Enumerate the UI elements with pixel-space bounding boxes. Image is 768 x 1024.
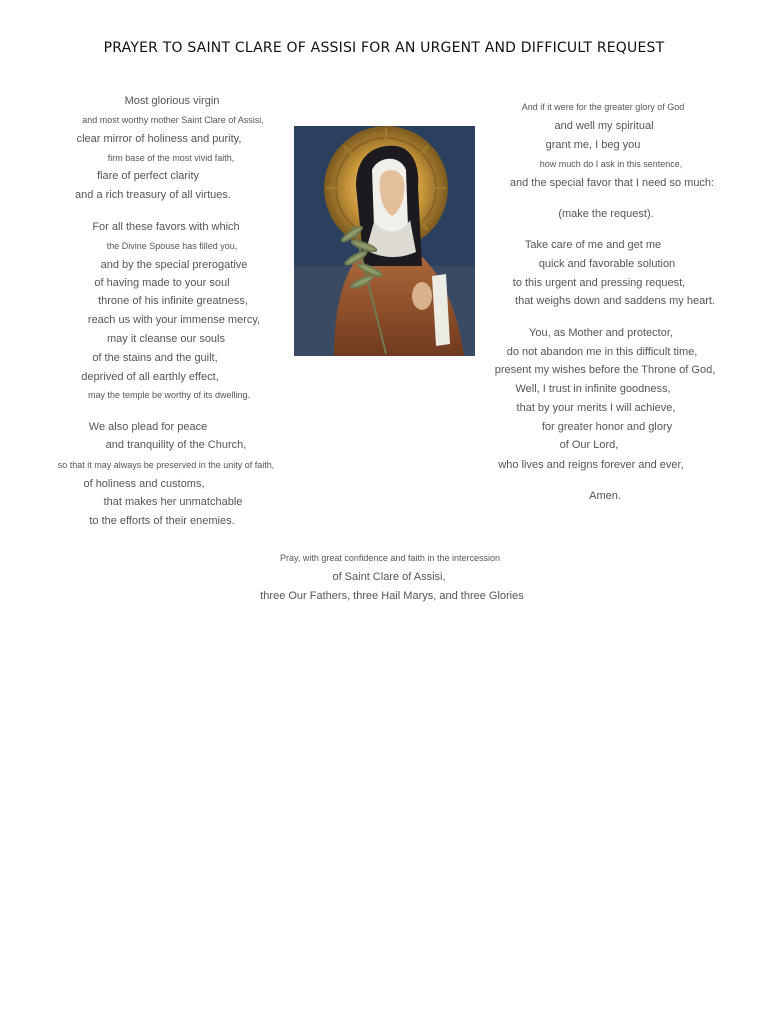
prayer-line: Well, I trust in infinite goodness,	[515, 383, 671, 395]
prayer-line: may the temple be worthy of its dwelling.	[87, 390, 251, 400]
prayer-line: quick and favorable solution	[538, 258, 676, 270]
footer-line: of Saint Clare of Assisi,	[332, 571, 446, 583]
prayer-line: so that it may always be preserved in the unity of faith,	[57, 460, 275, 470]
prayer-line: and a rich treasury of all virtues.	[75, 189, 231, 201]
prayer-line: the Divine Spouse has filled you,	[106, 241, 238, 251]
prayer-line: that makes her unmatchable	[103, 496, 243, 508]
prayer-line: Amen.	[589, 490, 621, 502]
prayer-line: that by your merits I will achieve,	[516, 402, 676, 414]
prayer-line: and well my spiritual	[554, 120, 654, 132]
prayer-line: grant me, I beg you	[545, 139, 641, 151]
prayer-line: and most worthy mother Saint Clare of Assisi,	[82, 115, 264, 125]
footer-line: three Our Fathers, three Hail Marys, and three Glories	[260, 590, 524, 602]
prayer-line: of having made to your soul	[94, 277, 230, 289]
page-title: PRAYER TO SAINT CLARE OF ASSISI FOR AN URGENT AND DIFFICULT REQUEST	[103, 40, 665, 56]
prayer-line: to the efforts of their enemies.	[89, 515, 235, 527]
prayer-line: We also plead for peace	[88, 421, 208, 433]
prayer-line: Take care of me and get me	[524, 239, 662, 251]
prayer-line: to this urgent and pressing request,	[512, 277, 686, 289]
prayer-line: Most glorious virgin	[124, 95, 220, 107]
prayer-line: flare of perfect clarity	[96, 170, 200, 182]
prayer-line: present my wishes before the Throne of God,	[494, 364, 716, 376]
prayer-line: and the special favor that I need so much:	[509, 177, 715, 189]
prayer-line: how much do I ask in this sentence,	[539, 159, 683, 169]
prayer-line: that weighs down and saddens my heart.	[515, 295, 715, 307]
prayer-line: And if it were for the greater glory of God	[521, 102, 685, 112]
prayer-line: (make the request).	[558, 208, 654, 220]
prayer-line: and by the special prerogative	[100, 259, 248, 271]
prayer-line: firm base of the most vivid faith,	[107, 153, 235, 163]
prayer-line: throne of his infinite greatness,	[98, 295, 248, 307]
footer-line: Pray, with great confidence and faith in the intercession	[280, 553, 500, 563]
prayer-line: who lives and reigns forever and ever,	[498, 459, 684, 471]
prayer-line: of Our Lord,	[559, 439, 619, 451]
prayer-line: You, as Mother and protector,	[529, 327, 673, 339]
prayer-line: of the stains and the guilt,	[92, 352, 218, 364]
prayer-line: clear mirror of holiness and purity,	[76, 133, 242, 145]
prayer-line: For all these favors with which	[92, 221, 240, 233]
prayer-line: and tranquility of the Church,	[105, 439, 247, 451]
prayer-line: of holiness and customs,	[83, 478, 205, 490]
prayer-line: deprived of all earthly effect,	[81, 371, 219, 383]
prayer-line: reach us with your immense mercy,	[87, 314, 261, 326]
prayer-line: may it cleanse our souls	[107, 333, 225, 345]
saint-clare-image	[294, 126, 475, 356]
prayer-line: do not abandon me in this difficult time,	[506, 346, 698, 358]
prayer-line: for greater honor and glory	[541, 421, 673, 433]
